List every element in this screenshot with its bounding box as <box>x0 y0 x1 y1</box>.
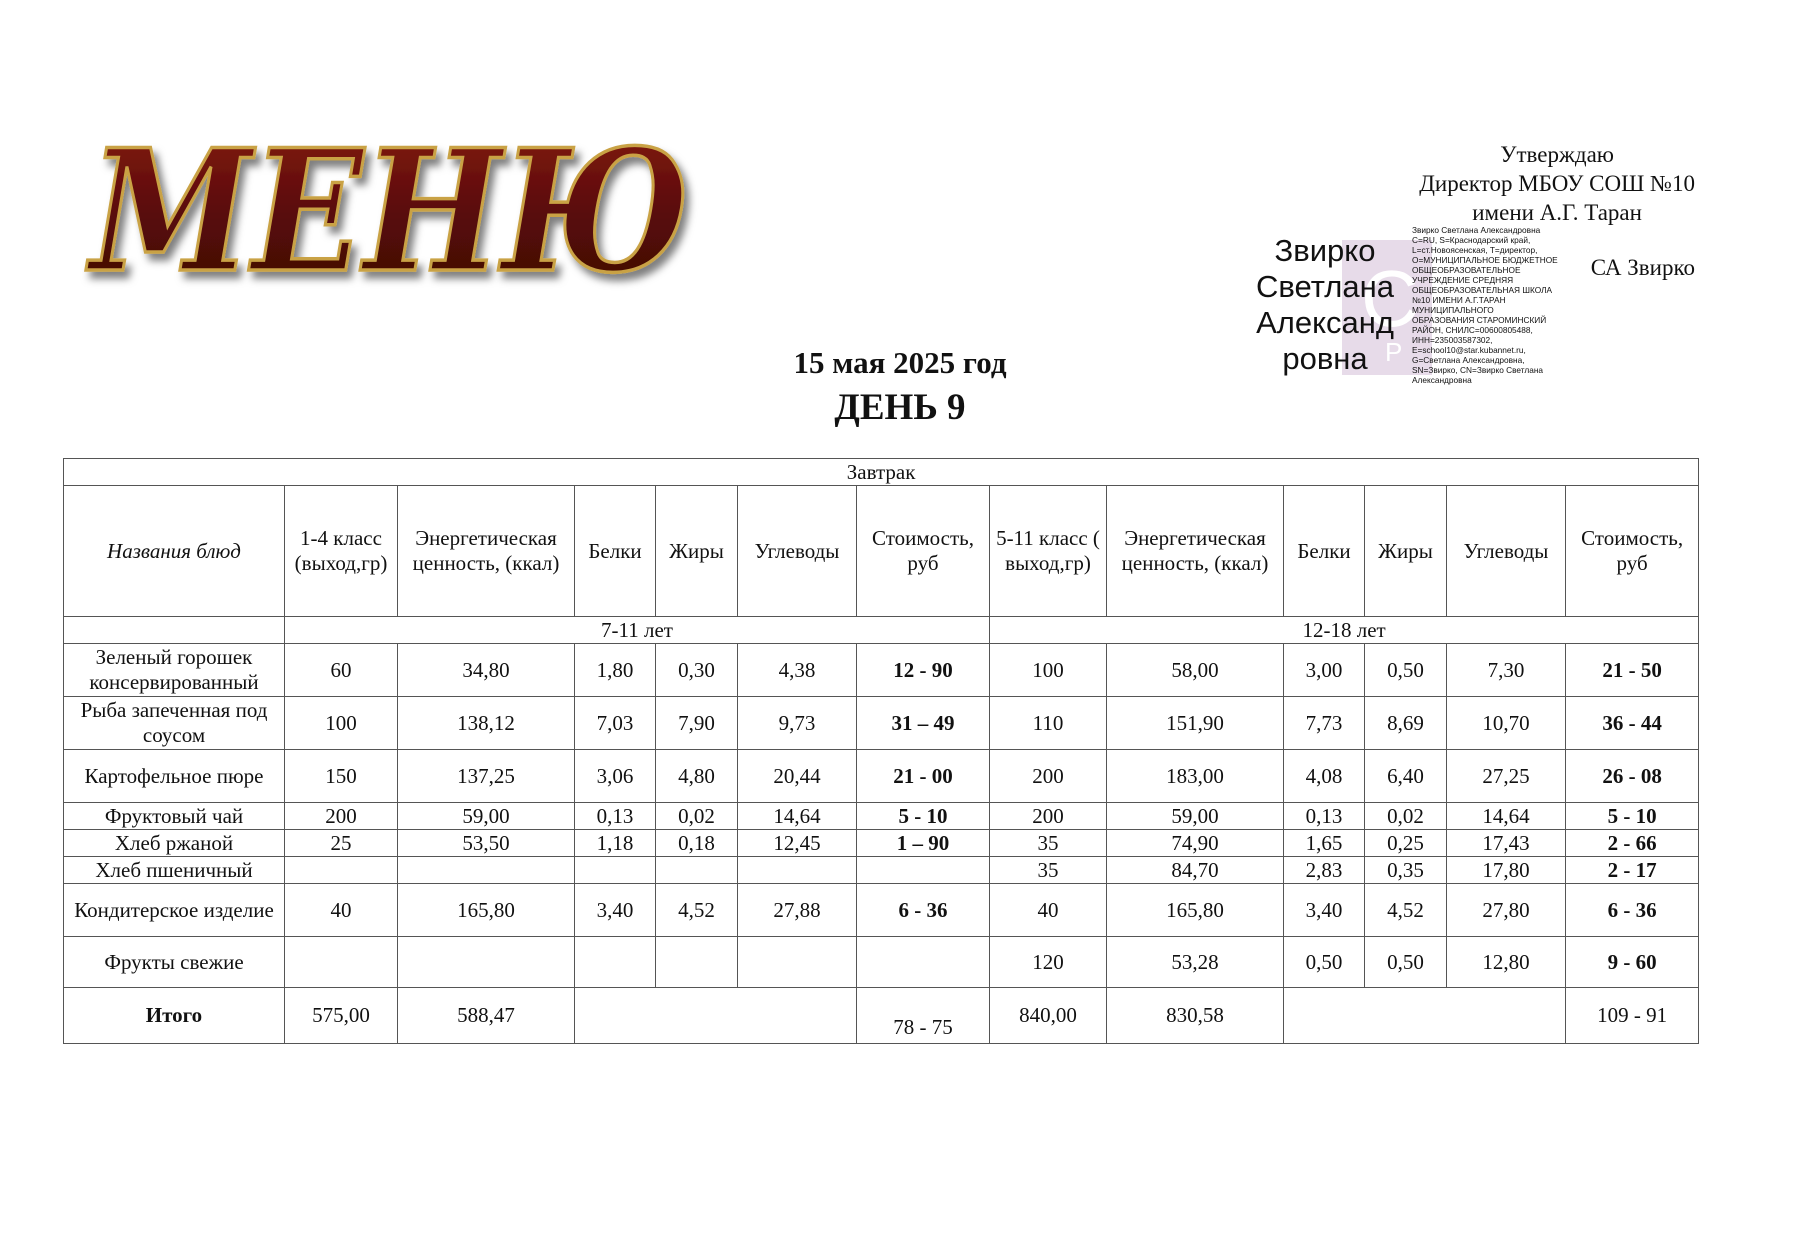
portion-senior: 100 <box>990 644 1107 697</box>
carb-junior <box>738 857 857 884</box>
carb-junior: 9,73 <box>738 697 857 750</box>
fat-junior: 0,02 <box>656 803 738 830</box>
total-cost-senior: 109 - 91 <box>1566 988 1699 1044</box>
fat-junior <box>656 857 738 884</box>
energy-junior: 34,80 <box>398 644 575 697</box>
header-dish: Названия блюд <box>64 486 285 617</box>
fat-senior: 0,25 <box>1365 830 1447 857</box>
energy-senior: 165,80 <box>1107 884 1284 937</box>
signature-detail-line: C=RU, S=Краснодарский край, <box>1412 235 1531 245</box>
fat-junior: 0,30 <box>656 644 738 697</box>
fat-senior: 6,40 <box>1365 750 1447 803</box>
total-cost-junior: 78 - 75 <box>857 988 990 1044</box>
fat-junior <box>656 937 738 988</box>
portion-junior <box>285 937 398 988</box>
cost-senior: 6 - 36 <box>1566 884 1699 937</box>
protein-junior: 7,03 <box>575 697 656 750</box>
header-energy-senior: Энергетическая ценность, (ккал) <box>1107 486 1284 617</box>
portion-junior <box>285 857 398 884</box>
table-row <box>64 830 1699 857</box>
carb-junior: 14,64 <box>738 803 857 830</box>
fat-junior: 4,80 <box>656 750 738 803</box>
digital-signature-stamp <box>1245 225 1575 395</box>
signature-detail-line: РАЙОН, СНИЛС=00600805488, <box>1412 325 1533 335</box>
portion-senior: 120 <box>990 937 1107 988</box>
energy-junior: 53,50 <box>398 830 575 857</box>
portion-senior: 35 <box>990 830 1107 857</box>
portion-junior: 200 <box>285 803 398 830</box>
energy-senior: 183,00 <box>1107 750 1284 803</box>
total-energy-senior: 830,58 <box>1107 988 1284 1044</box>
energy-junior <box>398 857 575 884</box>
cost-senior: 26 - 08 <box>1566 750 1699 803</box>
portion-senior: 40 <box>990 884 1107 937</box>
protein-junior <box>575 937 656 988</box>
total-portion-junior: 575,00 <box>285 988 398 1044</box>
dish-name: Рыба запеченная под соусом <box>64 697 285 750</box>
energy-senior: 59,00 <box>1107 803 1284 830</box>
approval-school-name: имени А.Г. Таран <box>1472 200 1642 225</box>
total-energy-junior: 588,47 <box>398 988 575 1044</box>
approval-position: Директор МБОУ СОШ №10 <box>1419 171 1695 196</box>
carb-junior <box>738 937 857 988</box>
header-carb-senior: Углеводы <box>1447 486 1566 617</box>
signature-name-line: ровна <box>1282 341 1368 376</box>
protein-senior: 4,08 <box>1284 750 1365 803</box>
cost-senior: 21 - 50 <box>1566 644 1699 697</box>
protein-junior: 0,13 <box>575 803 656 830</box>
table-row <box>64 857 1699 884</box>
carb-senior: 17,43 <box>1447 830 1566 857</box>
signature-detail-line: O=МУНИЦИПАЛЬНОЕ БЮДЖЕТНОЕ <box>1412 255 1558 265</box>
signature-detail-line: G=Светлана Александровна, <box>1412 355 1525 365</box>
cost-senior: 5 - 10 <box>1566 803 1699 830</box>
age-group-row <box>64 617 1699 644</box>
signature-detail-line: ОБРАЗОВАНИЯ СТАРОМИНСКИЙ <box>1412 315 1547 325</box>
protein-senior: 3,40 <box>1284 884 1365 937</box>
cost-senior: 2 - 66 <box>1566 830 1699 857</box>
header-fat-senior: Жиры <box>1365 486 1447 617</box>
age-group-senior: 12-18 лет <box>990 617 1699 644</box>
signature-detail-line: SN=Звирко, CN=Звирко Светлана <box>1412 365 1544 375</box>
cost-senior: 9 - 60 <box>1566 937 1699 988</box>
portion-junior: 150 <box>285 750 398 803</box>
age-group-junior: 7-11 лет <box>285 617 990 644</box>
table-row <box>64 750 1699 803</box>
dish-name: Фруктовый чай <box>64 803 285 830</box>
cost-senior: 2 - 17 <box>1566 857 1699 884</box>
carb-senior: 10,70 <box>1447 697 1566 750</box>
total-nutrients-junior <box>575 988 857 1044</box>
protein-senior: 3,00 <box>1284 644 1365 697</box>
total-row <box>64 988 1699 1044</box>
header-protein-senior: Белки <box>1284 486 1365 617</box>
header-cost-junior: Стоимость, руб <box>857 486 990 617</box>
energy-senior: 58,00 <box>1107 644 1284 697</box>
menu-table <box>63 458 1699 1044</box>
protein-senior: 7,73 <box>1284 697 1365 750</box>
carb-senior: 17,80 <box>1447 857 1566 884</box>
dish-name: Кондитерское изделие <box>64 884 285 937</box>
portion-senior: 35 <box>990 857 1107 884</box>
header-protein-junior: Белки <box>575 486 656 617</box>
carb-senior: 7,30 <box>1447 644 1566 697</box>
portion-junior: 25 <box>285 830 398 857</box>
carb-senior: 27,25 <box>1447 750 1566 803</box>
signature-name-line: Светлана <box>1256 269 1394 304</box>
portion-senior: 200 <box>990 803 1107 830</box>
cost-junior <box>857 937 990 988</box>
fat-junior: 7,90 <box>656 697 738 750</box>
menu-day: ДЕНЬ 9 <box>834 387 966 428</box>
carb-junior: 4,38 <box>738 644 857 697</box>
signature-detail-line: МУНИЦИПАЛЬНОГО <box>1412 305 1494 315</box>
table-row <box>64 937 1699 988</box>
total-portion-senior: 840,00 <box>990 988 1107 1044</box>
fat-senior: 4,52 <box>1365 884 1447 937</box>
cost-senior: 36 - 44 <box>1566 697 1699 750</box>
signature-detail-line: E=school10@star.kubannet.ru, <box>1412 345 1526 355</box>
header-cost-senior: Стоимость, руб <box>1566 486 1699 617</box>
cost-junior: 12 - 90 <box>857 644 990 697</box>
protein-senior: 2,83 <box>1284 857 1365 884</box>
carb-senior: 27,80 <box>1447 884 1566 937</box>
signature-detail-line: ИНН=235003587302, <box>1412 335 1493 345</box>
signature-detail-line: ОБЩЕОБРАЗОВАТЕЛЬНОЕ <box>1412 265 1521 275</box>
cost-junior: 5 - 10 <box>857 803 990 830</box>
table-row <box>64 803 1699 830</box>
approval-signatory: СА Звирко <box>1590 255 1695 280</box>
header-portion-junior: 1-4 класс (выход,гр) <box>285 486 398 617</box>
age-group-empty <box>64 617 285 644</box>
energy-junior <box>398 937 575 988</box>
meal-name: Завтрак <box>64 459 1699 486</box>
signature-name <box>1245 233 1405 377</box>
fat-senior: 8,69 <box>1365 697 1447 750</box>
signature-detail-line: L=ст.Новоясенская, T=директор, <box>1412 245 1538 255</box>
approval-heading: Утверждаю <box>1500 142 1614 167</box>
fat-senior: 0,50 <box>1365 644 1447 697</box>
signature-name-line: Александ <box>1256 305 1394 340</box>
header-fat-junior: Жиры <box>656 486 738 617</box>
dish-name: Зеленый горошек консервированный <box>64 644 285 697</box>
header-energy-junior: Энергетическая ценность, (ккал) <box>398 486 575 617</box>
fat-junior: 0,18 <box>656 830 738 857</box>
total-label: Итого <box>64 988 285 1044</box>
protein-junior: 1,80 <box>575 644 656 697</box>
dish-name: Картофельное пюре <box>64 750 285 803</box>
carb-senior: 14,64 <box>1447 803 1566 830</box>
carb-senior: 12,80 <box>1447 937 1566 988</box>
signature-detail-line: Александровна <box>1412 375 1472 385</box>
energy-senior: 53,28 <box>1107 937 1284 988</box>
cost-junior: 21 - 00 <box>857 750 990 803</box>
signature-stamp-sub-mark: P <box>1385 337 1403 367</box>
energy-junior: 165,80 <box>398 884 575 937</box>
portion-senior: 200 <box>990 750 1107 803</box>
header-portion-senior: 5-11 класс ( выход,гр) <box>990 486 1107 617</box>
signature-name-line: Звирко <box>1274 233 1376 268</box>
meal-row <box>64 459 1699 486</box>
protein-junior: 1,18 <box>575 830 656 857</box>
dish-name: Хлеб пшеничный <box>64 857 285 884</box>
protein-senior: 1,65 <box>1284 830 1365 857</box>
protein-senior: 0,50 <box>1284 937 1365 988</box>
header-row <box>64 486 1699 617</box>
menu-logo-text: МЕНЮ <box>85 112 691 310</box>
protein-junior: 3,40 <box>575 884 656 937</box>
cost-junior: 31 – 49 <box>857 697 990 750</box>
cost-junior: 1 – 90 <box>857 830 990 857</box>
carb-junior: 20,44 <box>738 750 857 803</box>
portion-junior: 40 <box>285 884 398 937</box>
energy-junior: 59,00 <box>398 803 575 830</box>
protein-junior <box>575 857 656 884</box>
signature-details <box>1412 225 1577 385</box>
protein-senior: 0,13 <box>1284 803 1365 830</box>
total-nutrients-senior <box>1284 988 1566 1044</box>
table-row <box>64 697 1699 750</box>
cost-junior <box>857 857 990 884</box>
energy-senior: 151,90 <box>1107 697 1284 750</box>
signature-detail-line: №10 ИМЕНИ А.Г.ТАРАН <box>1412 295 1506 305</box>
menu-logo <box>70 112 710 310</box>
header-carb-junior: Углеводы <box>738 486 857 617</box>
signature-detail-line: УЧРЕЖДЕНИЕ СРЕДНЯЯ <box>1412 275 1514 285</box>
carb-junior: 12,45 <box>738 830 857 857</box>
menu-date: 15 мая 2025 год <box>793 345 1007 380</box>
fat-junior: 4,52 <box>656 884 738 937</box>
portion-junior: 100 <box>285 697 398 750</box>
energy-senior: 84,70 <box>1107 857 1284 884</box>
signature-stamp-mark: C <box>1361 254 1419 343</box>
dish-name: Фрукты свежие <box>64 937 285 988</box>
signature-detail-line: ОБЩЕОБРАЗОВАТЕЛЬНАЯ ШКОЛА <box>1412 285 1553 295</box>
table-row <box>64 884 1699 937</box>
portion-senior: 110 <box>990 697 1107 750</box>
protein-junior: 3,06 <box>575 750 656 803</box>
signature-detail-line: Звирко Светлана Александровна <box>1412 225 1541 235</box>
energy-junior: 138,12 <box>398 697 575 750</box>
table-row <box>64 644 1699 697</box>
carb-junior: 27,88 <box>738 884 857 937</box>
energy-senior: 74,90 <box>1107 830 1284 857</box>
cost-junior: 6 - 36 <box>857 884 990 937</box>
fat-senior: 0,02 <box>1365 803 1447 830</box>
energy-junior: 137,25 <box>398 750 575 803</box>
fat-senior: 0,50 <box>1365 937 1447 988</box>
dish-name: Хлеб ржаной <box>64 830 285 857</box>
portion-junior: 60 <box>285 644 398 697</box>
fat-senior: 0,35 <box>1365 857 1447 884</box>
